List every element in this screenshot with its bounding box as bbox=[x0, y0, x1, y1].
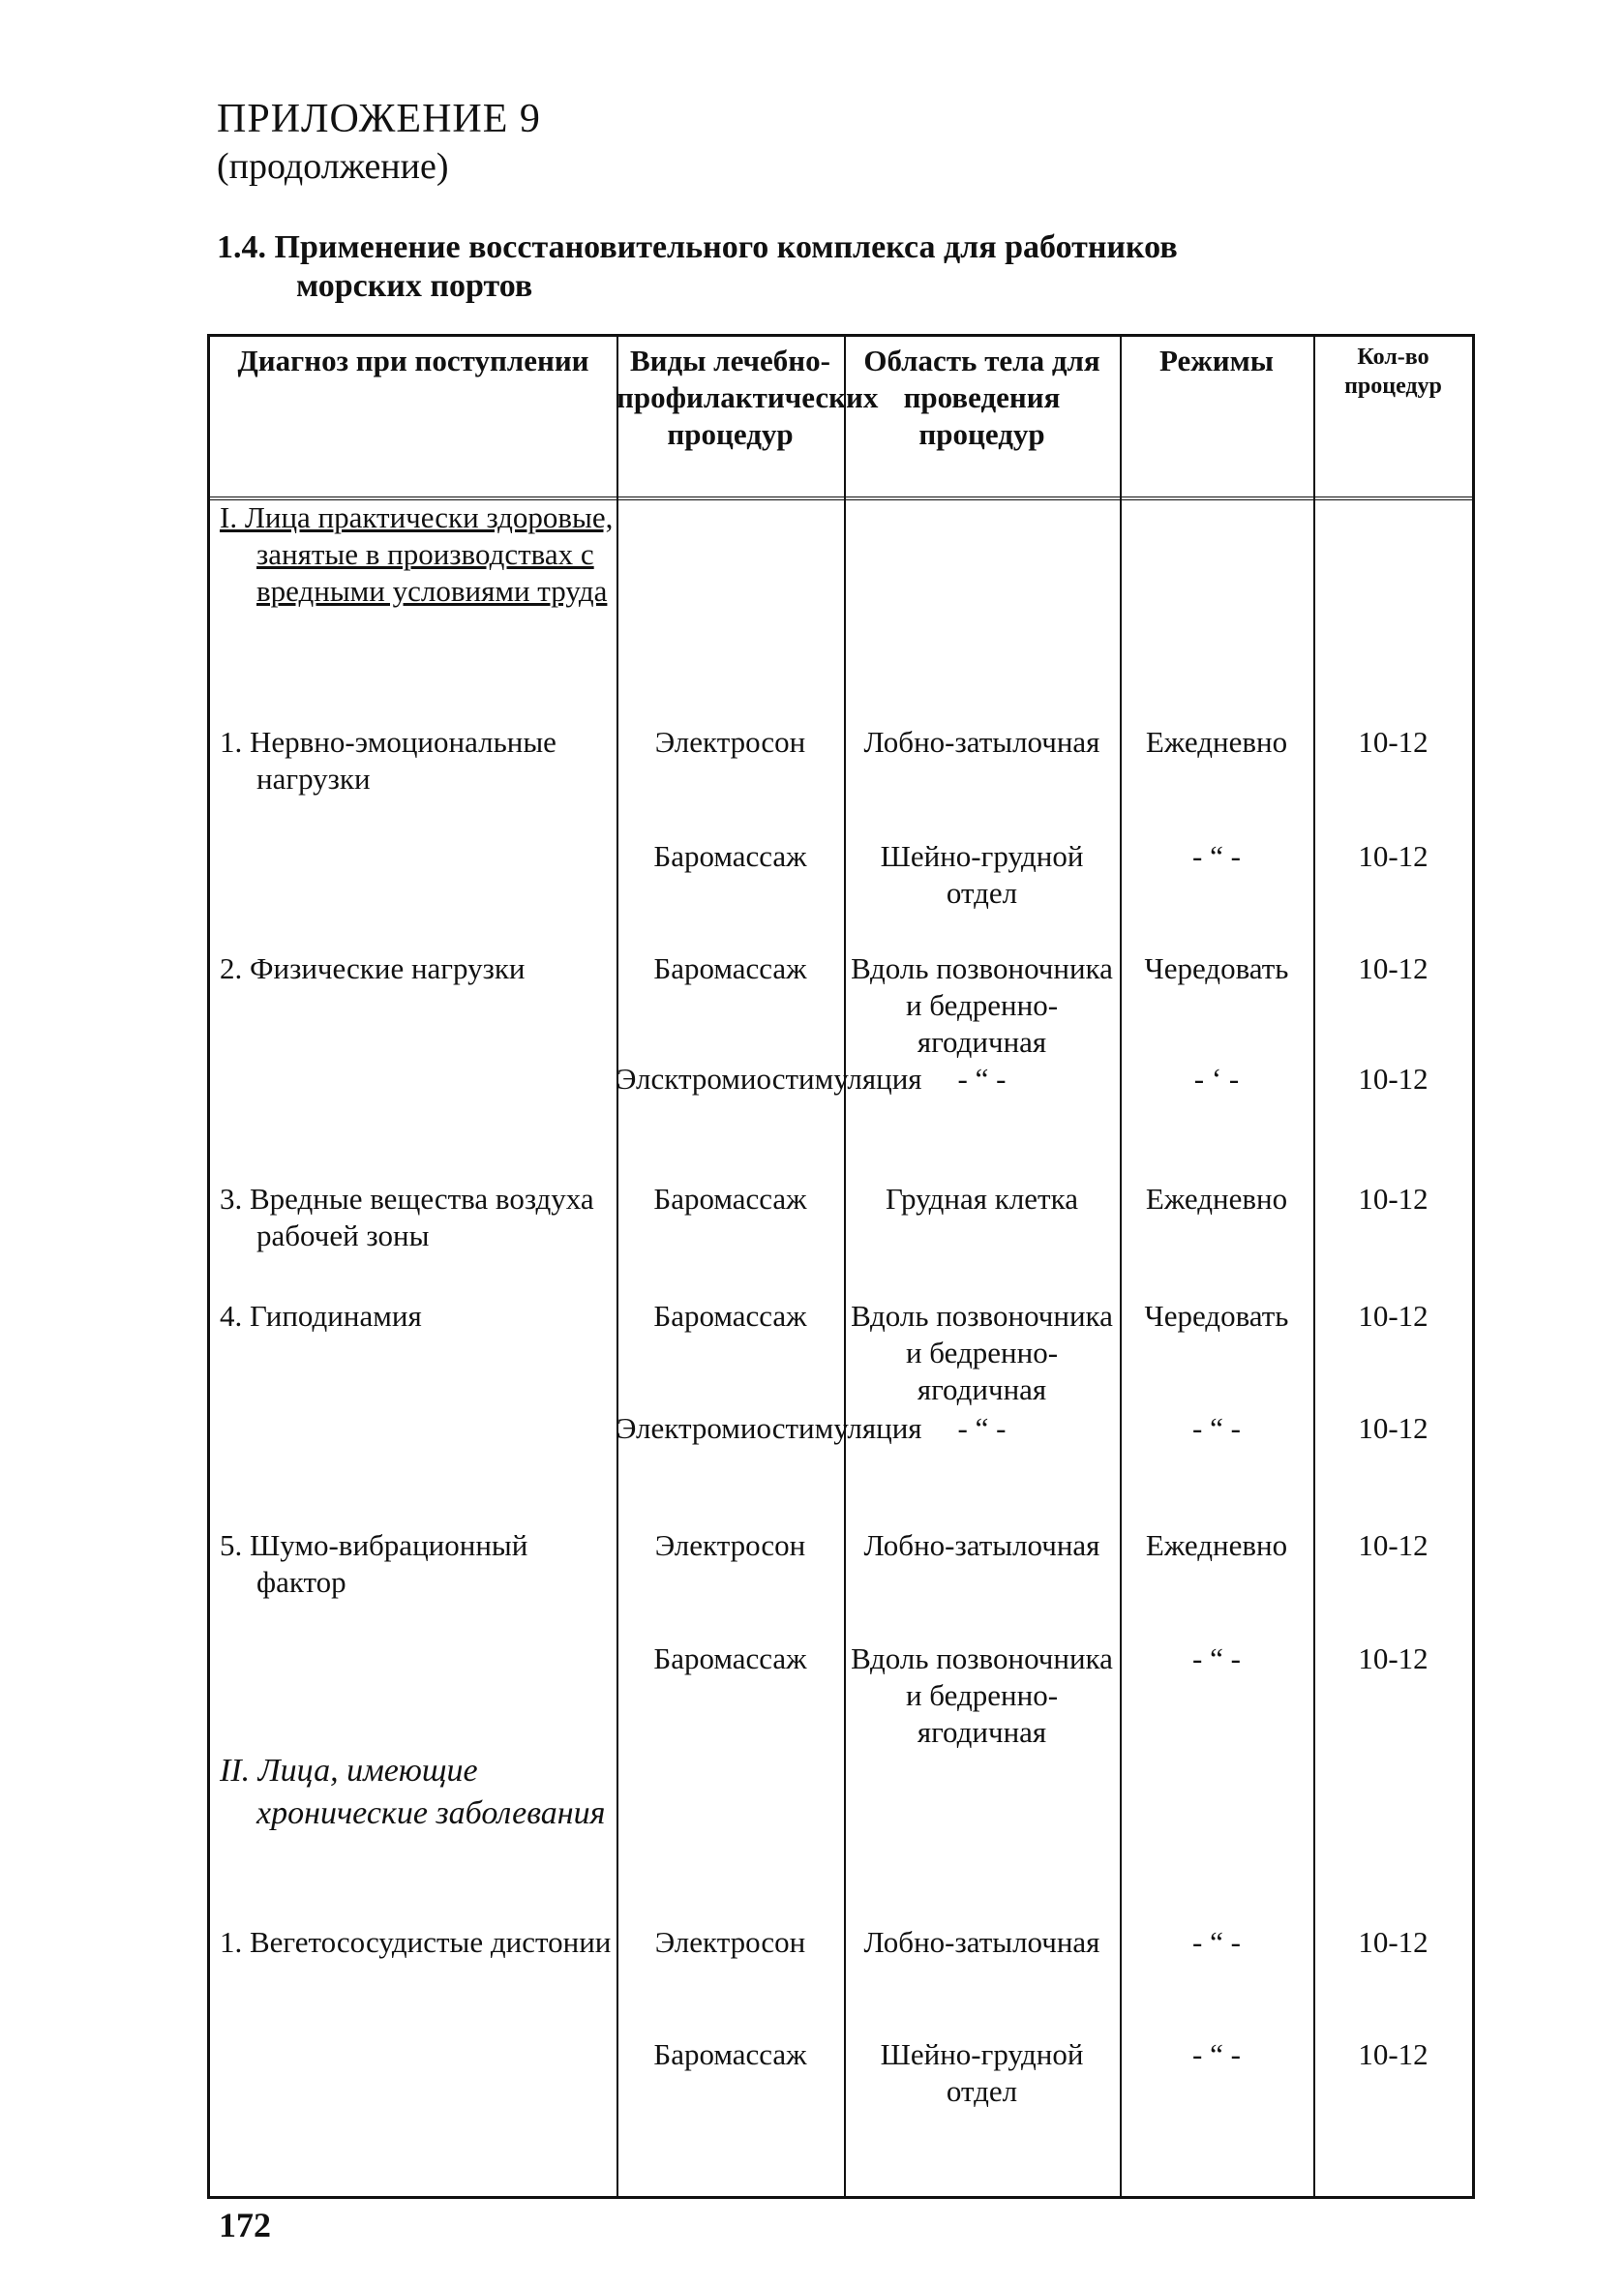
diagnosis-cell: 2. Физические нагрузки bbox=[220, 951, 526, 985]
diagnosis-cell: 1. Вегетососудистые дистонии bbox=[220, 1925, 612, 1959]
mode-cell: Чередовать bbox=[1144, 1299, 1289, 1333]
procedure-cell: Баромассаж bbox=[653, 1641, 807, 1675]
section-title bbox=[217, 228, 1178, 306]
section-title-line-2: морских портов bbox=[296, 268, 533, 304]
area-cell: Шейно-грудной отдел bbox=[880, 839, 1084, 910]
area-cell: Грудная клетка bbox=[886, 1182, 1078, 1216]
column-header-diagnosis: Диагноз при поступлении bbox=[237, 344, 589, 377]
mode-cell: - ‘ - bbox=[1193, 1062, 1240, 1096]
area-cell: Вдоль позвоночника и бедренно-ягодичная bbox=[851, 1299, 1113, 1406]
mode-cell: - “ - bbox=[1192, 1641, 1241, 1675]
procedure-cell: Электросон bbox=[654, 1528, 806, 1562]
procedure-cell: Элсктромиостимуляция bbox=[617, 1062, 922, 1096]
mode-cell: Ежедневно bbox=[1145, 1182, 1288, 1216]
page-number: 172 bbox=[219, 2206, 271, 2244]
procedure-cell: Баромассаж bbox=[653, 951, 807, 985]
area-cell: Лобно-затылочная bbox=[863, 1528, 1100, 1562]
mode-cell: - “ - bbox=[1192, 1411, 1241, 1445]
group-heading: I. Лица практически здоровые, занятые в производствах с вредными условиями труда bbox=[220, 500, 614, 608]
count-cell: 10-12 bbox=[1358, 1182, 1429, 1216]
count-cell: 10-12 bbox=[1358, 2037, 1429, 2071]
area-cell: Вдоль позвоночника и бедренно-ягодичная bbox=[851, 951, 1113, 1059]
column-header-mode: Режимы bbox=[1159, 344, 1274, 377]
mode-cell: Ежедневно bbox=[1145, 725, 1288, 759]
count-cell: 10-12 bbox=[1358, 1528, 1429, 1562]
procedure-cell: Баромассаж bbox=[653, 839, 807, 873]
count-cell: 10-12 bbox=[1358, 725, 1429, 759]
appendix-title: ПРИЛОЖЕНИЕ 9 bbox=[217, 97, 541, 141]
count-cell: 10-12 bbox=[1358, 951, 1429, 985]
mode-cell: Чередовать bbox=[1144, 951, 1289, 985]
procedure-cell: Баромассаж bbox=[653, 1299, 807, 1333]
column-divider bbox=[844, 337, 846, 2196]
group-heading: II. Лица, имеющие хронические заболевания bbox=[220, 1753, 606, 1831]
column-divider bbox=[617, 337, 618, 2196]
area-cell: Лобно-затылочная bbox=[863, 1925, 1100, 1959]
area-cell: Лобно-затылочная bbox=[863, 725, 1100, 759]
procedure-cell: Баромассаж bbox=[653, 2037, 807, 2071]
area-cell: Шейно-грудной отдел bbox=[880, 2037, 1084, 2108]
procedure-cell: Электросон bbox=[654, 725, 806, 759]
column-header-area: Область тела для проведения процедур bbox=[863, 344, 1100, 451]
count-cell: 10-12 bbox=[1358, 1641, 1429, 1675]
procedure-cell: Электромиостимуляция bbox=[617, 1411, 922, 1445]
mode-cell: - “ - bbox=[1192, 2037, 1241, 2071]
diagnosis-cell: 1. Нервно-эмоциональные нагрузки bbox=[220, 725, 556, 796]
diagnosis-cell: 5. Шумо-вибрационный фактор bbox=[220, 1528, 528, 1599]
count-cell: 10-12 bbox=[1358, 1411, 1429, 1445]
column-divider bbox=[1313, 337, 1315, 2196]
mode-cell: - “ - bbox=[1192, 1925, 1241, 1959]
diagnosis-cell: 3. Вредные вещества воздуха рабочей зоны bbox=[220, 1182, 594, 1252]
area-cell: - “ - bbox=[957, 1411, 1007, 1445]
area-cell: - “ - bbox=[957, 1062, 1007, 1096]
procedure-cell: Баромассаж bbox=[653, 1182, 807, 1216]
mode-cell: - “ - bbox=[1192, 839, 1241, 873]
count-cell: 10-12 bbox=[1358, 839, 1429, 873]
procedures-table bbox=[207, 334, 1475, 2199]
section-title-line-1: 1.4. Применение восстановительного комплекса для работников bbox=[217, 229, 1178, 265]
count-cell: 10-12 bbox=[1358, 1925, 1429, 1959]
diagnosis-cell: 4. Гиподинамия bbox=[220, 1299, 422, 1333]
column-divider bbox=[1120, 337, 1122, 2196]
column-header-procedure: Виды лечебно-профилактических процедур bbox=[617, 344, 879, 451]
continuation-note: (продолжение) bbox=[217, 146, 449, 187]
count-cell: 10-12 bbox=[1358, 1299, 1429, 1333]
procedure-cell: Электросон bbox=[654, 1925, 806, 1959]
mode-cell: Ежедневно bbox=[1145, 1528, 1288, 1562]
column-header-count: Кол-во процедур bbox=[1344, 345, 1442, 399]
count-cell: 10-12 bbox=[1358, 1062, 1429, 1096]
area-cell: Вдоль позвоночника и бедренно-ягодичная bbox=[851, 1641, 1113, 1749]
